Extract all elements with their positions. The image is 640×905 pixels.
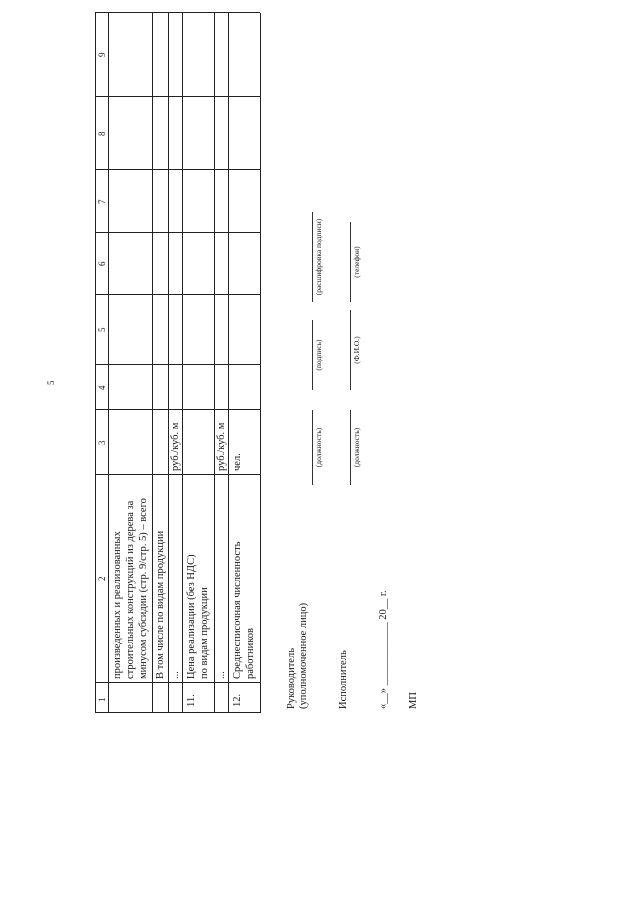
table-col-divider [95, 364, 260, 365]
caption-position: (должность) [352, 427, 361, 468]
row-12-line-1: Среднесписочная численность [232, 541, 243, 679]
in-that-number: В том числе по видам продукции [155, 530, 166, 679]
unit-cell: чел. [232, 453, 243, 471]
table-col-divider [95, 294, 260, 295]
unit-cell: руб./куб. м [216, 422, 227, 471]
caption-signature: (подпись) [314, 339, 323, 371]
table-border-right [95, 12, 260, 13]
column-number: 9 [97, 52, 107, 57]
row-12-number: 12. [232, 693, 243, 707]
table-row-divider [214, 13, 215, 713]
ellipsis-row: ... [170, 671, 181, 679]
row-11-line-2: по видам продукции [199, 587, 210, 679]
table-col-divider [95, 232, 260, 233]
ellipsis-row: ... [216, 671, 227, 679]
table-col-divider [95, 409, 260, 410]
date-field: «__» ____________ 20__ г. [378, 590, 389, 709]
table-row-divider [228, 13, 229, 713]
column-number: 6 [97, 261, 107, 266]
column-number: 3 [97, 440, 107, 445]
row-10-line-3: минусом субсидии (стр. 9/стр. 5) – всего [138, 498, 149, 679]
unit-cell: руб./куб. м [170, 422, 181, 471]
column-number: 8 [97, 131, 107, 136]
column-number: 7 [97, 199, 107, 204]
row-12-line-2: работников [245, 628, 256, 679]
table-border-bottom [260, 13, 261, 713]
signature-line [312, 410, 313, 485]
stamp-label: МП [408, 692, 419, 709]
table-col-divider [95, 682, 260, 683]
table-col-divider [95, 474, 260, 475]
page-number: 5 [46, 380, 56, 385]
caption-fio: (Ф.И.О.) [352, 336, 361, 364]
caption-decoding: (расшифровка подписи) [314, 218, 323, 296]
table-col-divider [95, 169, 260, 170]
row-11-number: 11. [186, 694, 197, 707]
signature-line [312, 212, 313, 302]
column-number: 1 [97, 697, 107, 702]
row-11-line-1: Цена реализации (без НДС) [186, 554, 197, 679]
table-row-divider [168, 13, 169, 713]
caption-phone: (телефон) [352, 246, 361, 278]
table-border-top [95, 13, 96, 713]
executor-label: Исполнитель [338, 650, 349, 709]
executor-line [350, 222, 351, 302]
head-label: Руководитель [286, 648, 297, 709]
row-10-line-2: строительных конструкций из дерева за [125, 500, 136, 679]
head-sublabel: (уполномоченное лицо) [298, 602, 309, 709]
table-header-divider [108, 13, 109, 713]
column-number: 2 [97, 576, 107, 581]
column-number: 5 [97, 327, 107, 332]
column-number: 4 [97, 385, 107, 390]
table-border-left [95, 712, 260, 713]
caption-position: (должность) [314, 427, 323, 468]
table-col-divider [95, 96, 260, 97]
executor-line [350, 310, 351, 390]
executor-line [350, 410, 351, 485]
signature-line [312, 320, 313, 390]
table-row-divider [182, 13, 183, 713]
table-row-divider [152, 13, 153, 713]
row-10-line-1: произведенных и реализованных [112, 531, 123, 679]
